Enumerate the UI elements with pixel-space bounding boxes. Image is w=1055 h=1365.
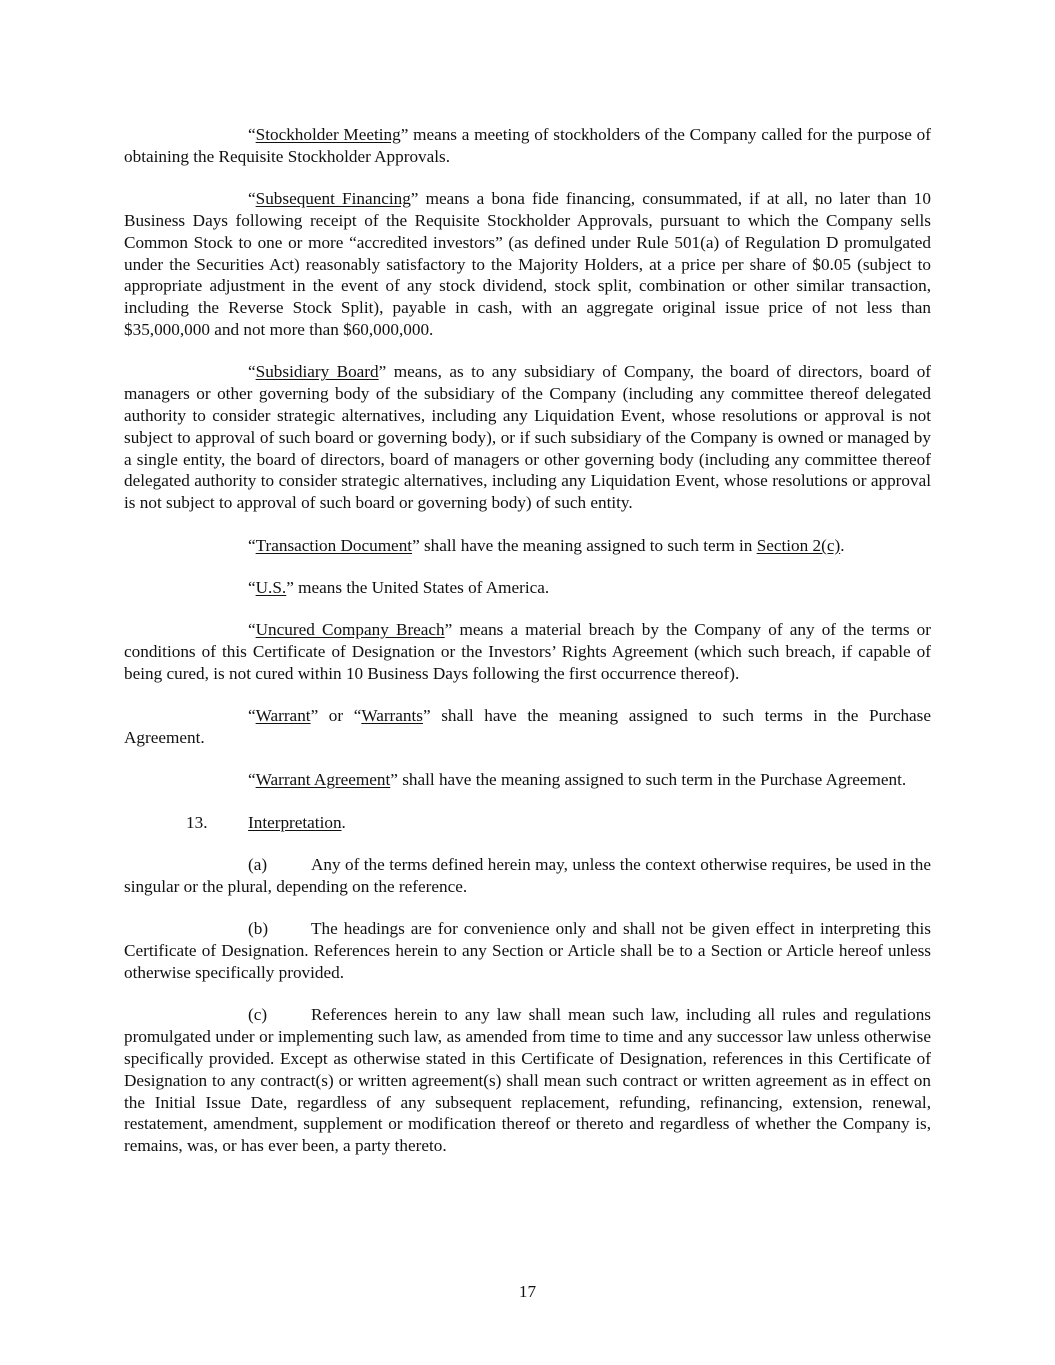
definition-transaction-document: “Transaction Document” shall have the meaning assigned to such term in Section 2(c).	[248, 535, 845, 555]
definition-subsidiary-board: “Subsidiary Board” means, as to any subsidiary of Company, the board of directors, board of managers or other governing body of the subsidiary of the Company (including any committee thereof delegated authority to consider strategic alternatives, including any Liquidation Event, whose resolutions or approval is not subject to approval of such board or governing body), or if such subsidiary of the Company is owned or managed by a single entity, the board of directors, board of managers or other governing body (including any committee thereof delegated authority to consider strategic alternatives, including any Liquidation Event, whose resolutions or approval is not subject to approval of such board or governing body) of such entity.	[124, 362, 932, 513]
defined-term: Warrants	[361, 706, 423, 726]
defined-term: U.S.	[255, 577, 287, 597]
page-number: 17	[518, 1282, 537, 1301]
clause-label: (a)	[248, 855, 268, 875]
section-number: 13.	[186, 812, 208, 832]
definition-warrant-agreement: “Warrant Agreement” shall have the meaning assigned to such term in the Purchase Agreement.	[248, 770, 907, 790]
clause-label: (c)	[248, 1005, 268, 1025]
page-body	[124, 124, 931, 1178]
defined-term: Warrant Agreement	[255, 770, 391, 790]
defined-term: Stockholder Meeting	[255, 125, 401, 144]
clause-a: (a) Any of the terms defined herein may, unless the context otherwise requires, be used in the singular or the plural, depending on the reference.	[124, 855, 931, 897]
defined-term: Subsequent Financing	[255, 189, 411, 209]
defined-term: Subsidiary Board	[255, 362, 379, 382]
definition-warrant: “Warrant” or “Warrants” shall have the meaning assigned to such terms in the Purchase Agreement.	[124, 706, 931, 748]
section-heading	[124, 812, 931, 834]
section-reference: Section 2(c)	[756, 535, 841, 555]
clause-b: (b) The headings are for convenience only and shall not be given effect in interpreting this Certificate of Designation. References herein to any Section or Article shall be to a Section or Article hereof unless otherwise specifically provided.	[124, 919, 931, 983]
defined-term: Warrant	[255, 706, 311, 726]
definition-subsequent-financing: “Subsequent Financing” means a bona fide financing, consummated, if at all, no later than 10 Business Days following receipt of the Requisite Stockholder Approvals, pursuant to which the Company sells Common Stock to one or more “accredited investors” (as defined under Rule 501(a) of Regulation D promulgated under the Securities Act) reasonably satisfactory to the Majority Holders, at a price per share of $0.05 (subject to appropriate adjustment in the event of any stock dividend, stock split, combination or other similar transaction, including the Reverse Stock Split), payable in cash, with an aggregate original issue price of not less than $35,000,000 and not more than $60,000,000.	[124, 189, 931, 339]
definition-stockholder-meeting: “Stockholder Meeting” means a meeting of stockholders of the Company called for the purpose of obtaining the Requisite Stockholder Approvals.	[124, 125, 931, 166]
defined-term: Uncured Company Breach	[255, 620, 445, 640]
definition-uncured-company-breach: “Uncured Company Breach” means a material breach by the Company of any of the terms or conditions of this Certificate of Designation or the Investors’ Rights Agreement (which such breach, if capable of being cured, is not cured within 10 Business Days following the first occurrence thereof).	[124, 620, 931, 683]
clause-c: (c) References herein to any law shall mean such law, including all rules and regulations promulgated under or implementing such law, as amended from time to time and any successor law unless otherwise specifically provided. Except as otherwise stated in this Certificate of Designation, references in this Certificate of Designation to any contract(s) or written agreement(s) shall mean such contract or written agreement as in effect on the Initial Issue Date, regardless of any subsequent replacement, refunding, refinancing, extension, renewal, restatement, amendment, supplement or modification thereof or thereto and regardless of whether the Company is, remains, was, or has ever been, a party thereto.	[124, 1005, 931, 1156]
clause-label: (b)	[248, 919, 269, 939]
definition-us: “U.S.” means the United States of America.	[248, 577, 550, 597]
defined-term: Transaction Document	[255, 535, 413, 555]
section-title: Interpretation.	[248, 812, 346, 832]
